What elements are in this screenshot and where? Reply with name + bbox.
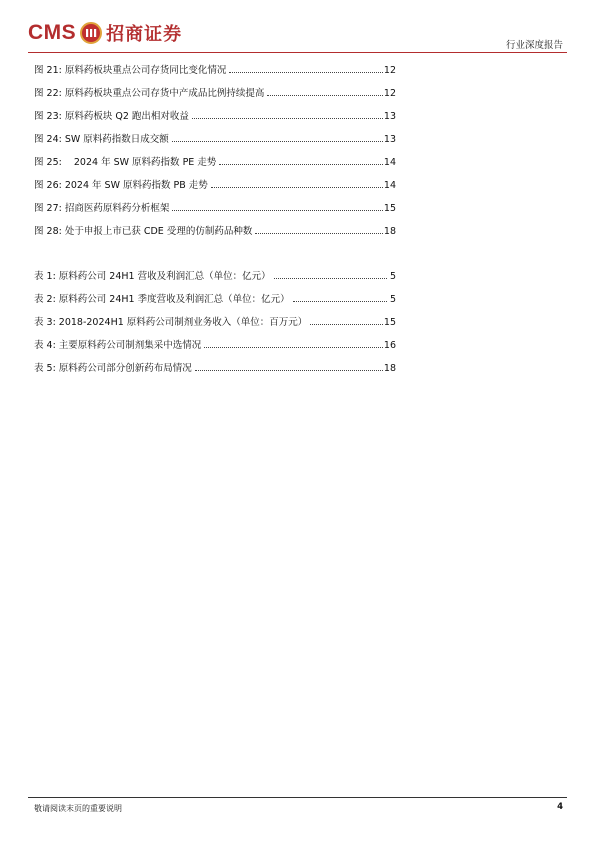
dot-leader [293,293,387,302]
figure-index-page: 12 [383,88,396,99]
dot-leader [204,339,383,348]
figure-index-page: 14 [383,180,396,191]
figure-index-entry[interactable] [34,200,396,223]
dot-leader [172,202,383,211]
table-index-title: 表 1: 原料药公司 24H1 营收及利润汇总（单位：亿元） [34,271,271,282]
figure-index-entry[interactable] [34,131,396,154]
figure-index-title: 图 21: 原料药板块重点公司存货同比变化情况 [34,65,227,76]
figure-index-page: 12 [383,65,396,76]
dot-leader [310,316,383,325]
table-index-title: 表 5: 原料药公司部分创新药布局情况 [34,363,192,374]
dot-leader [274,270,387,279]
table-index-title: 表 4: 主要原料药公司制剂集采中选情况 [34,340,202,351]
table-index-list [34,268,396,383]
figure-index-title: 图 25: 2024 年 SW 原料药指数 PE 走势 [34,157,217,168]
dot-leader [267,87,383,96]
figure-index-page: 14 [383,157,396,168]
table-index-page: 5 [389,294,396,305]
seal-mark-icon [84,26,98,40]
table-index-page: 16 [383,340,396,351]
figure-index-page: 15 [383,203,396,214]
logo-chinese-text: 招商证券 [106,24,183,45]
table-index-page: 5 [389,271,396,282]
table-index-entry[interactable] [34,314,396,337]
footer-divider [28,797,567,798]
header-divider [28,52,567,53]
figure-index-title: 图 26: 2024 年 SW 原料药指数 PB 走势 [34,180,208,191]
figure-index-entry[interactable] [34,62,396,85]
logo-seal-icon [80,22,102,44]
table-index-page: 15 [383,317,396,328]
figure-index-entry[interactable] [34,154,396,177]
figure-index-title: 图 27: 招商医药原料药分析框架 [34,203,170,214]
figure-index-page: 13 [383,111,396,122]
page-number: 4 [557,802,563,812]
page-header [28,14,567,50]
figure-index-entry[interactable] [34,108,396,131]
dot-leader [211,179,383,188]
figure-index-entry[interactable] [34,177,396,200]
figure-index-page: 13 [383,134,396,145]
figure-index-page: 18 [383,226,396,237]
figure-index-title: 图 22: 原料药板块重点公司存货中产成品比例持续提高 [34,88,265,99]
footer-disclaimer: 敬请阅读末页的重要说明 [34,804,122,813]
logo-latin-text: CMS [28,21,77,44]
table-index-title: 表 2: 原料药公司 24H1 季度营收及利润汇总（单位：亿元） [34,294,290,305]
dot-leader [172,133,383,142]
dot-leader [192,110,383,119]
dot-leader [255,225,383,234]
dot-leader [219,156,383,165]
table-index-entry[interactable] [34,360,396,383]
dot-leader [229,64,383,73]
company-logo [28,20,182,46]
figure-index-entry[interactable] [34,223,396,246]
figure-index-title: 图 28: 处于申报上市已获 CDE 受理的仿制药品种数 [34,226,253,237]
table-index-entry[interactable] [34,291,396,314]
table-index-entry[interactable] [34,268,396,291]
figure-index-list [34,62,396,246]
figure-index-title: 图 23: 原料药板块 Q2 跑出相对收益 [34,111,189,122]
table-index-title: 表 3: 2018-2024H1 原料药公司制剂业务收入（单位：百万元） [34,317,308,328]
table-index-entry[interactable] [34,337,396,360]
table-index-page: 18 [383,363,396,374]
figure-index-title: 图 24: SW 原料药指数日成交额 [34,134,169,145]
dot-leader [195,362,383,371]
report-type-label: 行业深度报告 [505,40,563,51]
figure-index-entry[interactable] [34,85,396,108]
